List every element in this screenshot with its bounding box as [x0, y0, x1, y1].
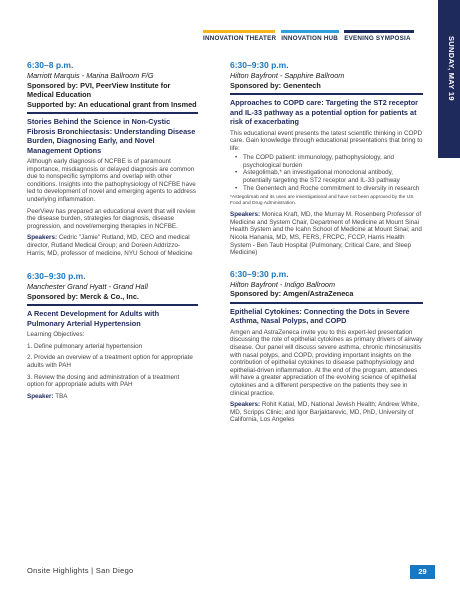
category-tabs	[203, 30, 433, 42]
session-venue: Hilton Bayfront - Sapphire Ballroom	[230, 71, 345, 80]
session-title-block	[27, 304, 198, 328]
session-time: 6:30–9:30 p.m.	[230, 60, 289, 70]
page-number: 29	[410, 565, 435, 579]
session-title: Stories Behind the Science in Non-Cystic Fibrosis Bronchiectasis: Understanding Disease Burden, Diagnosing Early, and Novel Management Options	[27, 117, 196, 155]
session-support: Supported by: An educational grant from Insmed	[27, 99, 197, 109]
session-description: PeerView has prepared an educational event that will review the disease burden, strategies for diagnosis, disease progression, and novel/emerging therapies in NCFBE.	[27, 207, 196, 230]
footer-text: Onsite Highlights | San Diego	[27, 566, 134, 575]
session-epithelial-cytokines	[230, 269, 423, 424]
tab-evening-symposia	[344, 30, 414, 42]
session-time: 6:30–9:30 p.m.	[27, 271, 86, 282]
session-sponsor: Sponsored by: Amgen/AstraZeneca	[230, 289, 354, 299]
session-title-block	[230, 302, 423, 326]
tab-bar-evening-symposia	[344, 30, 414, 33]
session-sponsor: Sponsored by: Merck & Co., Inc.	[27, 291, 139, 301]
speakers-label: Speakers:	[27, 234, 58, 242]
list-item: • The COPD patient: immunology, pathophysiology, and psychological burden	[235, 154, 423, 169]
tab-innovation-theater	[203, 30, 276, 42]
session-time: 6:30–9:30 p.m.	[230, 268, 289, 279]
speakers-text: Monica Kraft, MD, the Murray M. Rosenberg Professor of Medicine and System Chair, Department of Medicine at Mount Sinai Health System and the Icahn School of Medicine at Mount Sinai; and Nicola Hanania, MD, MS, FERS, FRCPC, FCCP, Harris Health System - Ben Taub Hospital (Pulmonary, Critical Care, and Sleep Medicine)	[230, 211, 422, 257]
session-sponsor: Sponsored by: Genentech	[230, 80, 321, 90]
learning-objectives-label: Learning Objectives:	[27, 331, 85, 339]
session-venue: Hilton Bayfront - Indigo Ballroom	[230, 279, 336, 289]
session-description: This educational event presents the latest scientific thinking in COPD care. Gain knowledge through educational presentations that bring to life:	[230, 129, 423, 152]
tab-label-evening-symposia: EVENING SYMPOSIA	[344, 35, 411, 42]
session-time: 6:30–8 p.m.	[27, 60, 74, 70]
speakers-text: Rohit Katial, MD, National Jewish Health; Andrew White, MD, Scripps Clinic; and Igor Barjaktarevic, MD, PhD, University of California, Los Angeles	[230, 401, 419, 424]
learning-objective: 1. Define pulmonary arterial hypertension	[27, 342, 143, 350]
tab-label-innovation-theater: INNOVATION THEATER	[203, 35, 277, 42]
session-speakers	[230, 211, 423, 257]
speakers-label: Speaker:	[27, 392, 54, 400]
session-description: Although early diagnosis of NCFBE is of paramount importance, misdiagnosis or delayed diagnosis are common due to nonspecific symptoms and overlap with other conditions. Insights into the pathophysiology of NCFBE have led to development of novel and emerging agents to address underlying inflammation.	[27, 158, 197, 203]
tab-bar-innovation-theater	[203, 30, 275, 33]
session-title: Approaches to COPD care: Targeting the ST2 receptor and IL-33 pathway as a potential option for patients at risk of exacerbating	[230, 98, 419, 126]
session-title-block	[230, 93, 423, 127]
left-column	[27, 60, 198, 408]
speakers-text: Cedric "Jamie" Rutland, MD, CEO and medical director, Rutland Medical Group; and Doreen Addrizzo-Harris, MD, professor of medicine, NYU School of Medicine	[27, 234, 193, 257]
learning-objective: 2. Provide an overview of a treatment option for appropriate adults with PAH	[27, 354, 193, 369]
speakers-label: Speakers:	[230, 211, 261, 219]
session-venue: Manchester Grand Hyatt - Grand Hall	[27, 282, 148, 292]
tab-label-innovation-hub: INNOVATION HUB	[281, 35, 339, 42]
session-venue: Marriott Marquis - Marina Ballroom F/G	[27, 71, 154, 80]
session-sponsor: Sponsored by: PVI, PeerView Institute for	[27, 80, 171, 90]
speakers-label: Speakers:	[230, 401, 261, 409]
session-description: Amgen and AstraZeneca invite you to this expert-led presentation discussing the role of epithelial cytokines as primary drivers of airway disease. Our panel will discuss severe asthma, chronic rhinosinusitis with nasal polyps, and COPD, providing important insights on the contribution of epithelial cytokines to disease pathophysiology and epithelial-driven inflammation. At the end of the program, attendees will have a greater appreciation of the evolving science of epithelial cytokines and a different perspective on the patients they see in clinical practice.	[230, 328, 423, 397]
session-title: Epithelial Cytokines: Connecting the Dots in Severe Asthma, Nasal Polyps, and COPD	[230, 306, 410, 326]
footnote: *Astegolimab and its uses are investigational and have not been approved by the US Food and Drug Administration.	[230, 195, 414, 207]
right-column	[230, 60, 423, 432]
date-label: SUNDAY, MAY 19	[447, 36, 456, 101]
list-item: • Astegolimab,* an investigational monoclonal antibody, potentially targeting the ST2 receptor and IL-33 pathway	[235, 169, 423, 184]
session-speakers	[230, 401, 423, 424]
learning-objective: 3. Review the dosing and administration of a treatment option for appropriate adults with PAH	[27, 373, 180, 389]
date-sidebar	[438, 0, 460, 158]
list-item: • The Genentech and Roche commitment to diversity in research	[235, 185, 423, 193]
session-title: A Recent Development for Adults with Pulmonary Arterial Hypertension	[27, 309, 160, 328]
session-title-block	[27, 112, 198, 155]
tab-innovation-hub	[281, 30, 339, 42]
session-pah	[27, 271, 198, 400]
session-copd	[230, 60, 423, 257]
topic-list	[235, 154, 423, 192]
tab-bar-innovation-hub	[281, 30, 339, 33]
session-speakers	[27, 234, 198, 257]
speakers-text: TBA	[55, 392, 68, 400]
session-sponsor: Medical Education	[27, 90, 92, 99]
session-speakers	[27, 393, 198, 401]
session-ncfbe	[27, 60, 198, 257]
